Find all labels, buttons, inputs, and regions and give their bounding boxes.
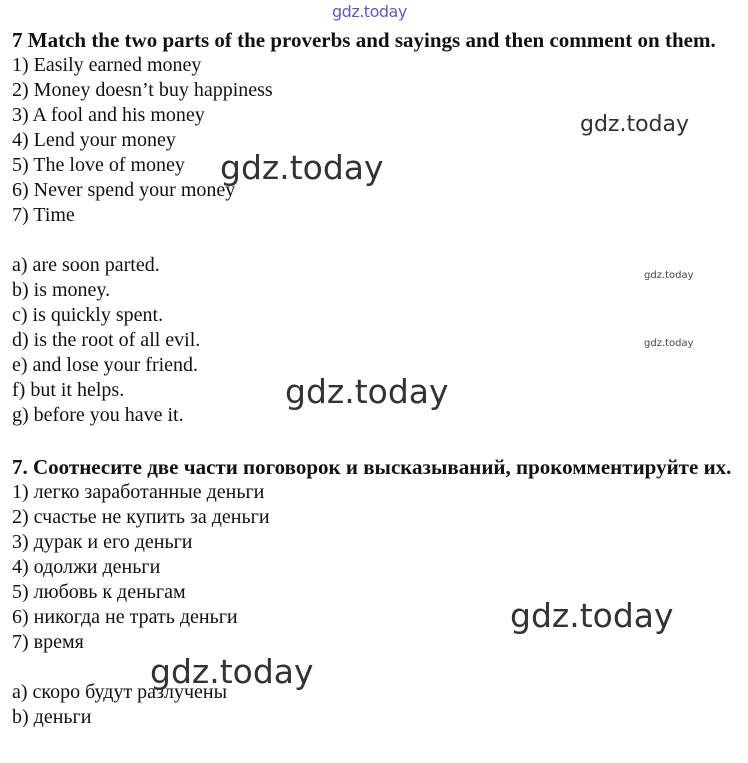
list-item: 2) счастье не купить за деньги [12, 506, 270, 528]
list-item: 1) Easily earned money [12, 54, 202, 76]
watermark: gdz.today [150, 652, 314, 691]
watermark: gdz.today [220, 148, 384, 187]
exercise-title-en: 7 Match the two parts of the proverbs and sayings and then comment on them. [12, 28, 716, 52]
list-item: 4) одолжи деньги [12, 556, 161, 578]
english-exercise [12, 28, 744, 428]
exercise-title-ru: 7. Соотнесите две части поговорок и высказываний, прокомментируйте их. [12, 455, 732, 479]
list-item: d) is the root of all evil. [12, 329, 201, 351]
list-item: 1) легко заработанные деньги [12, 481, 265, 503]
list-item: 5) любовь к деньгам [12, 581, 186, 603]
list-item: 7) время [12, 631, 84, 653]
list-item: 6) Never spend your money [12, 179, 236, 201]
watermark: gdz.today [644, 338, 694, 349]
list-item: a) are soon parted. [12, 254, 160, 276]
list-item: 7) Time [12, 204, 75, 226]
list-item: 5) The love of money [12, 154, 185, 176]
watermark: gdz.today [285, 372, 449, 411]
list-item: c) is quickly spent. [12, 304, 164, 326]
list-item: 2) Money doesn’t buy happiness [12, 79, 273, 101]
list-item: b) is money. [12, 279, 111, 301]
list-item: 4) Lend your money [12, 129, 176, 151]
russian-exercise [12, 455, 744, 730]
list-item: f) but it helps. [12, 379, 125, 401]
list-item: 3) A fool and his money [12, 104, 205, 126]
list-item: g) before you have it. [12, 404, 184, 426]
list-item: e) and lose your friend. [12, 354, 199, 376]
watermark: gdz.today [580, 112, 690, 137]
watermark: gdz.today [510, 596, 674, 635]
list-item: b) деньги [12, 706, 92, 728]
list-item: а) скоро будут разлучены [12, 681, 228, 703]
header-watermark: gdz.today [332, 2, 407, 21]
list-item: 3) дурак и его деньги [12, 531, 193, 553]
list-item: 6) никогда не трать деньги [12, 606, 238, 628]
watermark: gdz.today [644, 270, 694, 281]
